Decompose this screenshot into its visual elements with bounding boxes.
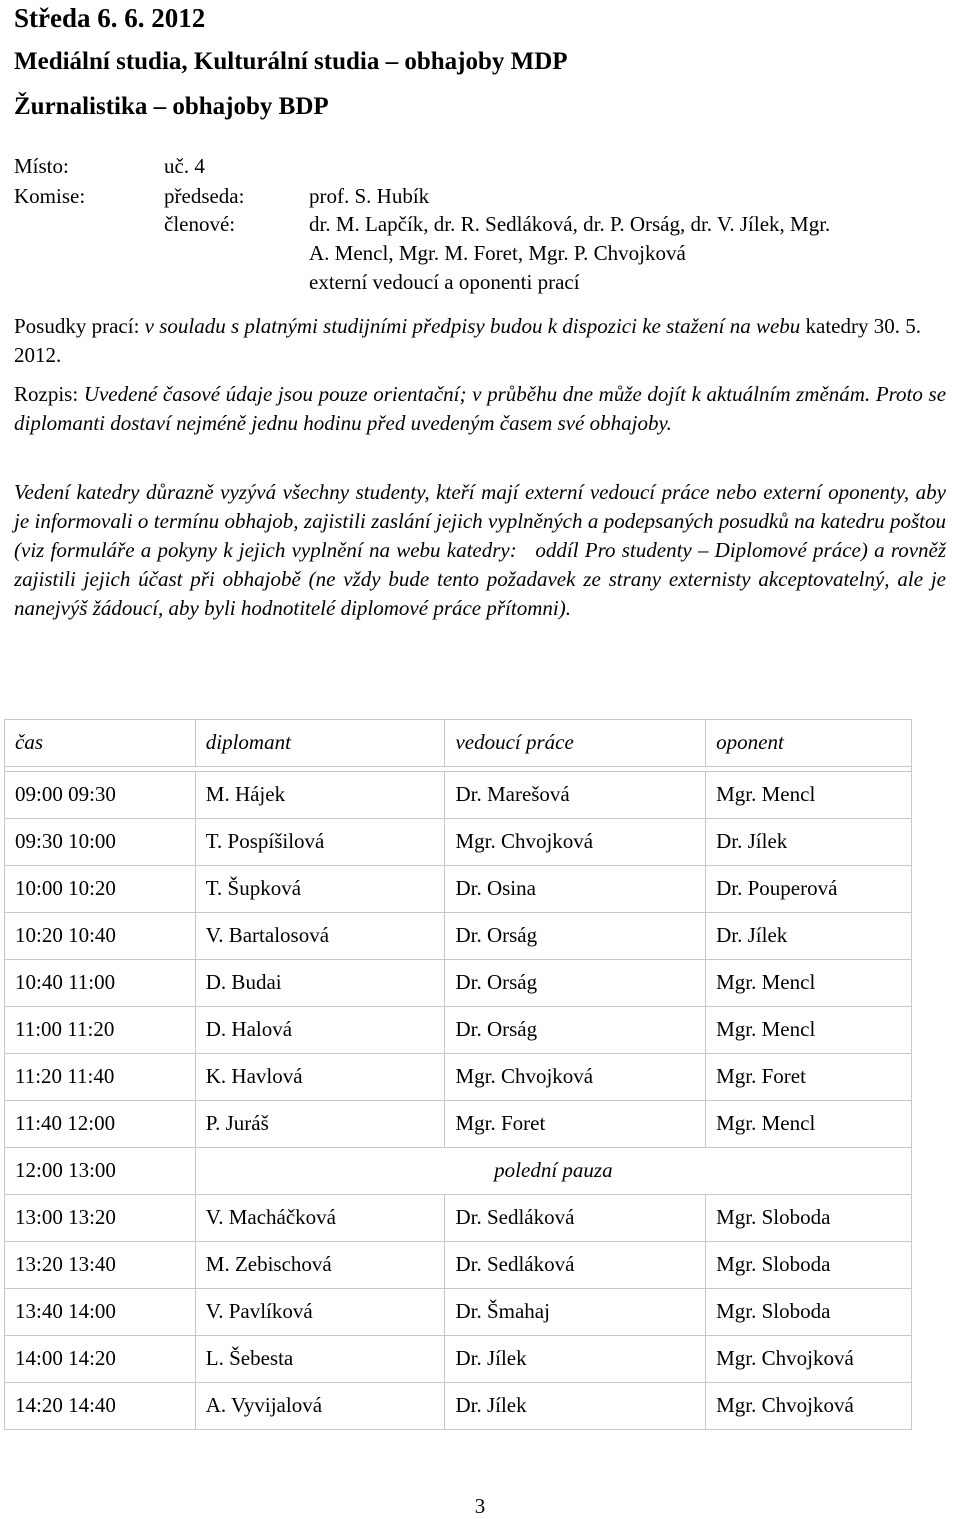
cell-opponent: Dr. Jílek [706,819,912,866]
cell-student: V. Pavlíková [195,1289,445,1336]
cell-student: D. Budai [195,960,445,1007]
members-line-1: dr. M. Lapčík, dr. R. Sedláková, dr. P. Orság, dr. V. Jílek, Mgr. [309,212,831,236]
reviews-text-end: katedry 30. 5. 2012. [14,314,922,367]
programme-heading-2: Žurnalistika – obhajoby BDP [14,93,329,120]
cell-supervisor: Mgr. Chvojková [445,819,706,866]
appeal-section: oddíl Pro studenty – Diplomové práce [535,538,861,562]
cell-student: T. Šupková [195,866,445,913]
programme-heading: Mediální studia, Kulturální studia – obhajoby MDP [14,48,568,75]
schedule-note-label: Rozpis: [14,382,79,406]
date-heading: Středa 6. 6. 2012 [14,3,206,33]
cell-opponent: Mgr. Chvojková [706,1336,912,1383]
header-opponent: oponent [706,720,912,767]
cell-time: 11:00 11:20 [5,1007,196,1054]
cell-opponent: Mgr. Mencl [706,1101,912,1148]
table-row [5,913,912,960]
cell-supervisor: Dr. Šmahaj [445,1289,706,1336]
cell-opponent: Mgr. Chvojková [706,1383,912,1430]
table-row [5,1101,912,1148]
appeal-text-1: Vedení katedry důrazně vyzývá všechny studenty, kteří mají externí vedoucí práce nebo externí oponenty, aby je informovali o termínu obhajob, zajistili zaslání jejich vyplněných a podepsaných posudků na katedru poštou (viz formuláře a pokyny k jejich vyplnění na webu katedry: [14,480,946,562]
cell-time: 09:00 09:30 [5,772,196,819]
table-row [5,1195,912,1242]
cell-student: M. Hájek [195,772,445,819]
table-row [5,866,912,913]
place-value: uč. 4 [164,154,205,178]
cell-supervisor: Dr. Marešová [445,772,706,819]
header-time: čas [5,720,196,767]
cell-time: 10:20 10:40 [5,913,196,960]
table-row [5,819,912,866]
cell-supervisor: Dr. Sedláková [445,1242,706,1289]
cell-supervisor: Dr. Orság [445,913,706,960]
cell-time: 12:00 13:00 [5,1148,196,1195]
cell-student: D. Halová [195,1007,445,1054]
chair-value: prof. S. Hubík [309,184,430,208]
cell-time: 11:20 11:40 [5,1054,196,1101]
cell-time: 09:30 10:00 [5,819,196,866]
cell-supervisor: Mgr. Foret [445,1101,706,1148]
cell-time: 13:20 13:40 [5,1242,196,1289]
header-student: diplomant [195,720,445,767]
cell-supervisor: Dr. Sedláková [445,1195,706,1242]
members-label: členové: [164,212,236,236]
table-row [5,1007,912,1054]
cell-opponent: Mgr. Sloboda [706,1242,912,1289]
cell-time: 13:40 14:00 [5,1289,196,1336]
appeal-paragraph [14,478,946,623]
cell-student: T. Pospíšilová [195,819,445,866]
cell-opponent: Dr. Jílek [706,913,912,960]
schedule-note-paragraph [14,380,946,438]
cell-opponent: Mgr. Mencl [706,1007,912,1054]
chair-label: předseda: [164,184,245,208]
cell-opponent: Mgr. Sloboda [706,1289,912,1336]
schedule-note-text: Uvedené časové údaje jsou pouze orientační; v průběhu dne může dojít k aktuálním změnám. Proto se diplomanti dostaví nejméně jednu hodinu před uvedeným časem své obhajoby. [14,382,947,435]
cell-student: P. Juráš [195,1101,445,1148]
cell-student: M. Zebischová [195,1242,445,1289]
members-line-3: externí vedoucí a oponenti prací [309,270,580,294]
cell-supervisor: Dr. Jílek [445,1383,706,1430]
cell-supervisor: Dr. Orság [445,960,706,1007]
cell-opponent: Dr. Pouperová [706,866,912,913]
cell-supervisor: Dr. Jílek [445,1336,706,1383]
members-line-2: A. Mencl, Mgr. M. Foret, Mgr. P. Chvojková [309,241,686,265]
table-row [5,772,912,819]
table-row [5,1289,912,1336]
cell-time: 13:00 13:20 [5,1195,196,1242]
cell-time: 14:00 14:20 [5,1336,196,1383]
cell-opponent: Mgr. Foret [706,1054,912,1101]
table-row [5,960,912,1007]
table-row [5,1242,912,1289]
cell-supervisor: Dr. Osina [445,866,706,913]
cell-student: K. Havlová [195,1054,445,1101]
cell-time: 11:40 12:00 [5,1101,196,1148]
place-label: Místo: [14,154,69,178]
cell-student: L. Šebesta [195,1336,445,1383]
table-row [5,1336,912,1383]
cell-student: A. Vyvijalová [195,1383,445,1430]
cell-supervisor: Dr. Orság [445,1007,706,1054]
cell-opponent: Mgr. Sloboda [706,1195,912,1242]
page-number: 3 [474,1494,486,1518]
cell-opponent: Mgr. Mencl [706,960,912,1007]
committee-label: Komise: [14,184,86,208]
schedule-table [4,719,912,1430]
header-supervisor: vedoucí práce [445,720,706,767]
cell-time: 14:20 14:40 [5,1383,196,1430]
table-row [5,1054,912,1101]
cell-opponent: Mgr. Mencl [706,772,912,819]
reviews-text: v souladu s platnými studijními předpisy budou k dispozici ke stažení na webu [144,314,801,338]
table-header-row [5,720,912,767]
reviews-label: Posudky prací: [14,314,140,338]
appeal-text-2: ) a rovněž zajistili jejich účast při obhajobě (ne vždy bude tento požadavek ze strany externisty akceptovatelný, ale je nanejvýš žádoucí, aby byli hodnotitelé diplomové práce přítomni). [14,538,947,620]
cell-supervisor: Mgr. Chvojková [445,1054,706,1101]
cell-student: V. Bartalosová [195,913,445,960]
table-row-break [5,1148,912,1195]
cell-time: 10:40 11:00 [5,960,196,1007]
reviews-paragraph [14,312,946,370]
cell-time: 10:00 10:20 [5,866,196,913]
cell-student: V. Macháčková [195,1195,445,1242]
lunch-break-label: polední pauza [195,1148,911,1195]
table-row [5,1383,912,1430]
